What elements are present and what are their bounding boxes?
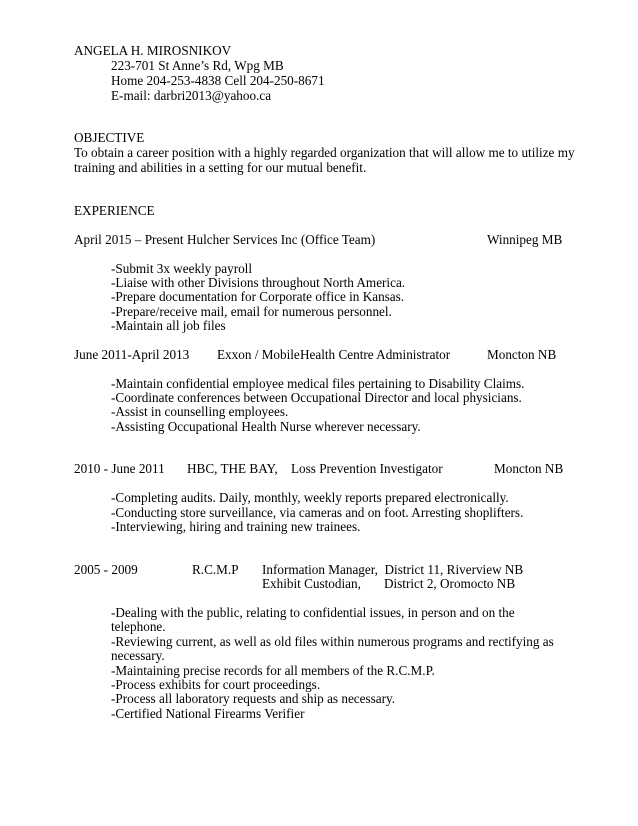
objective-line: training and abilities in a setting for our mutual benefit.	[74, 160, 367, 175]
job-location: Winnipeg MB	[487, 232, 563, 247]
phone-numbers: Home 204-253-4838 Cell 204-250-8671	[111, 73, 325, 88]
duty-item: -Assist in counselling employees.	[111, 404, 289, 419]
objective-heading: OBJECTIVE	[74, 130, 145, 145]
duty-item: -Process all laboratory requests and ship as necessary.	[111, 691, 396, 706]
duty-item: -Completing audits. Daily, monthly, weekly reports prepared electronically.	[111, 490, 509, 505]
duty-item: -Reviewing current, as well as old files within numerous programs and rectifying as	[111, 634, 554, 649]
duty-item: -Maintain confidential employee medical files pertaining to Disability Claims.	[111, 376, 525, 391]
job-title: Information Manager, District 11, Riverview NB	[262, 562, 524, 577]
job-dates: April 2015 – Present	[74, 232, 184, 247]
duty-item: -Process exhibits for court proceedings.	[111, 677, 321, 692]
duty-item: -Submit 3x weekly payroll	[111, 261, 253, 276]
duty-item: -Maintaining precise records for all members of the R.C.M.P.	[111, 663, 435, 678]
duty-item: -Dealing with the public, relating to confidential issues, in person and on the	[111, 605, 515, 620]
job-title: Exhibit Custodian, District 2, Oromocto NB	[262, 576, 516, 591]
job-location: Moncton NB	[494, 461, 564, 476]
job-title: Loss Prevention Investigator	[291, 461, 443, 476]
duty-item: -Conducting store surveillance, via cameras and on foot. Arresting shoplifters.	[111, 505, 524, 520]
email: E-mail: darbri2013@yahoo.ca	[111, 88, 272, 103]
address: 223-701 St Anne’s Rd, Wpg MB	[111, 58, 284, 73]
job-dates: 2010 - June 2011	[74, 461, 165, 476]
duty-item: -Liaise with other Divisions throughout North America.	[111, 275, 406, 290]
duty-item: -Maintain all job files	[111, 318, 226, 333]
duty-item: -Prepare/receive mail, email for numerous personnel.	[111, 304, 392, 319]
job-employer: Hulcher Services Inc (Office Team)	[187, 232, 376, 247]
objective-line: To obtain a career position with a highly regarded organization that will allow me to utilize my	[74, 145, 575, 160]
job-dates: June 2011-April 2013	[74, 347, 190, 362]
duty-item: -Interviewing, hiring and training new trainees.	[111, 519, 361, 534]
job-employer: Exxon / Mobile	[217, 347, 300, 362]
job-employer: HBC, THE BAY,	[187, 461, 278, 476]
job-title: Health Centre Administrator	[300, 347, 451, 362]
candidate-name: ANGELA H. MIROSNIKOV	[74, 43, 232, 58]
job-location: Moncton NB	[487, 347, 557, 362]
duty-item: -Certified National Firearms Verifier	[111, 706, 305, 721]
experience-heading: EXPERIENCE	[74, 203, 155, 218]
duty-item: -Coordinate conferences between Occupational Director and local physicians.	[111, 390, 522, 405]
duty-item: -Assisting Occupational Health Nurse wherever necessary.	[111, 419, 421, 434]
duty-item: necessary.	[111, 648, 165, 663]
job-employer: R.C.M.P	[192, 562, 239, 577]
duty-item: -Prepare documentation for Corporate office in Kansas.	[111, 289, 405, 304]
duty-item: telephone.	[111, 619, 166, 634]
job-dates: 2005 - 2009	[74, 562, 138, 577]
